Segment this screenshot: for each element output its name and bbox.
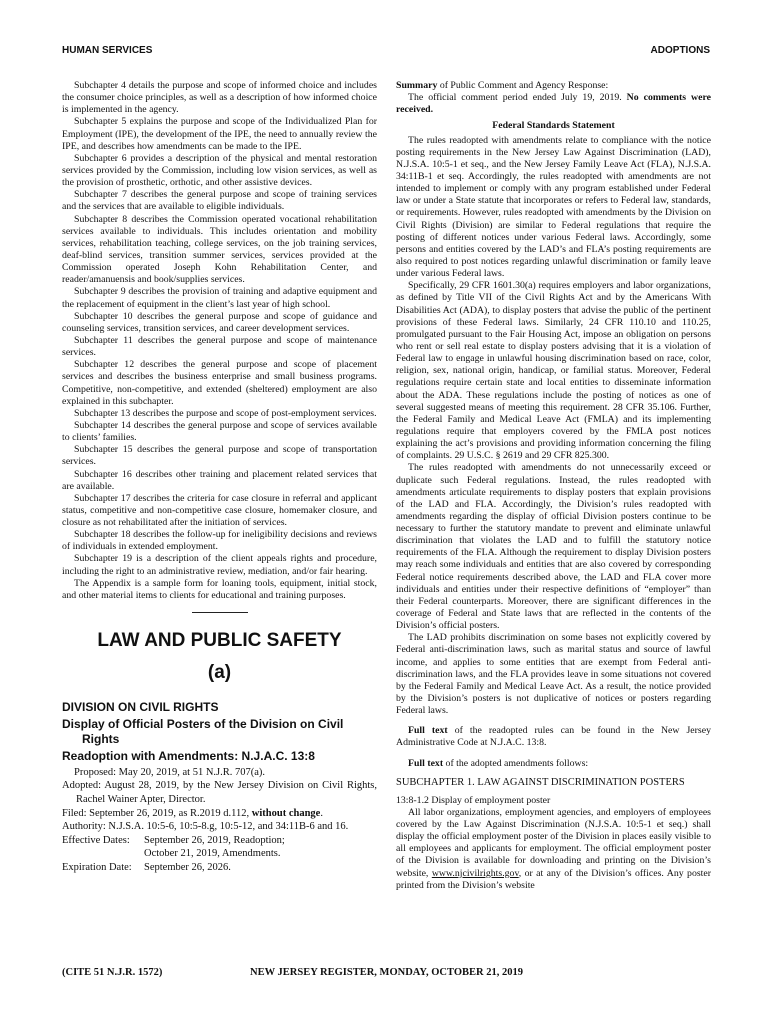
federal-standards-heading: Federal Standards Statement — [492, 120, 615, 132]
federal-paragraph: The LAD prohibits discrimination on some bases not explicitly covered by Federal anti-discrimination laws, such as marital status and source of lawful income, and applies to some entities that are exempt from Federal anti-discrimination laws, and the FLA provides leave in some situations not covered by the Federal Family and Medical Leave Act. As a result, the notice provided by the Division’s posters is not duplicative of notices or posters regarding Federal laws. — [396, 632, 711, 717]
authority-line: Authority: N.J.S.A. 10:5-6, 10:5-8.g, 10:5-12, and 34:11B-6 and 16. — [62, 821, 349, 833]
section-heading: 13:8-1.2 Display of employment poster — [396, 794, 551, 806]
paragraph: Subchapter 7 describes the general purpose and scope of training services and the services that are available to eligible individuals. — [62, 189, 377, 213]
rule-text-end: , or at any of the Division’s offices. Any poster printed from the Division’s website — [396, 867, 712, 891]
section-divider — [192, 612, 248, 613]
federal-paragraph: The rules readopted with amendments do not unnecessarily exceed or duplicate such Federal regulations. Instead, the rules readopted with amendments articulate requirements to display posters that explain provisions of the LAD and FLA. Accordingly, the Division’s rules readopted with amendments regarding the display of official Division posters continue to be necessary to further the statutory mandate to prevent and eliminate unlawful discrimination that violates the LAD and to fulfill the statutory notice requirements of the FLA. Although the requirement to display Division posters may reach some individuals and entities that are also covered by corresponding Federal notice requirements described above, the LAD and FLA cover more individuals and entities under their respective definitions of “employer” than their Federal counterparts. Moreover, there are significant differences in the coverage of Federal and State laws that are reflected in the contents of the Division’s official posters. — [396, 462, 711, 632]
section-item-label: (a) — [207, 661, 232, 683]
comment-period-text: The official comment period ended July 19, 2019. — [408, 92, 627, 104]
paragraph: Subchapter 12 describes the general purpose and scope of placement services and describes the business enterprise and small business programs. Competitive, non-competitive, and extended (sheltered) employment are also explained in this subchapter. — [62, 359, 377, 407]
paragraph: Subchapter 11 describes the general purpose and scope of maintenance services. — [62, 334, 377, 359]
footer-citation: (CITE 51 N.J.R. 1572) — [62, 967, 163, 978]
paragraph: Subchapter 4 details the purpose and scope of informed choice and includes the consumer choice principles, as well as a description of how informed choice is implemented in the agency. — [62, 80, 377, 116]
federal-paragraph: The rules readopted with amendments relate to compliance with the notice posting requirements in the New Jersey Law Against Discrimination (LAD), N.J.S.A. 10:5-1 et seq., and the New Jersey Family Leave Act (FLA), N.J.S.A. 34:11B-1 et seq. Accordingly, the rules readopted with amendments are not intended to implement or comply with any program established under Federal law or under a State statute that incorporates or refers to Federal law, standards, or requirements. However, rules readopted with amendments by the Division on Civil Rights (Division) are similar to Federal regulations that require the posting of different notices under various Federal laws. Accordingly, some persons and entities covered by the LAD’s and FLA’s posting requirements are also required to post notices regarding unlawful discrimination or family leave under various Federal laws. — [396, 134, 711, 280]
footer-register-date: NEW JERSEY REGISTER, MONDAY, OCTOBER 21, 2019 — [250, 967, 523, 978]
summary-bold: Summary — [396, 80, 438, 91]
running-head-left: HUMAN SERVICES — [62, 45, 153, 56]
comment-period — [396, 92, 711, 116]
paragraph: Subchapter 18 describes the follow-up for ineligibility decisions and reviews of individuals in extended employment. — [62, 529, 377, 553]
paragraph: Subchapter 10 describes the general purpose and scope of guidance and counseling services, transition services, and career development services. — [62, 310, 377, 334]
effective-amendments: October 21, 2019, Amendments. — [144, 848, 281, 860]
filed-text: Filed: September 26, 2019, as R.2019 d.112, — [62, 807, 252, 819]
full-text-readopted — [396, 725, 711, 749]
page-footer — [62, 967, 710, 981]
effective-label: Effective Dates: — [62, 834, 130, 846]
paragraph: Subchapter 6 provides a description of the physical and mental restoration services provided by the Commission, including low vision services, as well as the provision of prosthetic, orthotic, and other assistive devices. — [62, 152, 377, 189]
subchapter-descriptions — [62, 80, 377, 602]
filed-end: . — [320, 807, 323, 819]
paragraph: Subchapter 9 describes the provision of training and adaptive equipment and the replacement of equipment in the client’s last year of high school. — [62, 286, 377, 310]
rule-metadata — [62, 766, 377, 875]
right-column — [396, 80, 711, 892]
adopted-line: Adopted: August 28, 2019, by the New Jersey Division on Civil Rights, Rachel Wainer Apter, Director. — [62, 780, 377, 805]
rule-title: Display of Official Posters of the Division on Civil Rights — [62, 717, 344, 746]
summary-heading — [396, 80, 711, 92]
paragraph: Subchapter 15 describes the general purpose and scope of transportation services. — [62, 444, 377, 468]
paragraph: The Appendix is a sample form for loaning tools, equipment, initial stock, and other material items to clients for educational and training purposes. — [62, 577, 377, 601]
subchapter-heading: SUBCHAPTER 1. LAW AGAINST DISCRIMINATION POSTERS — [396, 776, 685, 788]
rule-text — [396, 807, 711, 892]
full-text-rest: of the readopted rules can be found in the New Jersey Administrative Code at N.J.A.C. 13:8. — [396, 725, 711, 749]
no-comments: No comments were received. — [396, 92, 711, 116]
paragraph: Subchapter 8 describes the Commission operated vocational rehabilitation services available to individuals. This includes orientation and mobility services, rehabilitation teaching, college services, on the job training services, deaf-blind services, transition summer services, services provided at the Commission operated Joseph Kohn Rehabilitation Center, and reader/amanuensis and book/supplies services. — [62, 213, 377, 286]
paragraph: Subchapter 5 explains the purpose and scope of the Individualized Plan for Employment (IPE), the development of the IPE, the need to annually review the IPE, and describes how amendments can be made to the IPE. — [62, 116, 377, 152]
paragraph: Subchapter 14 describes the general purpose and scope of services available to clients’ families. — [62, 419, 377, 444]
agency-name: DIVISION ON CIVIL RIGHTS — [62, 700, 219, 715]
running-head — [62, 45, 710, 61]
paragraph: Subchapter 17 describes the criteria for case closure in referral and applicant status, competitive and non-competitive case closure, homemaker closure, and closure as not rehabilitated after the initiation of services. — [62, 492, 377, 529]
filed-line — [62, 807, 377, 821]
summary-rest: of Public Comment and Agency Response: — [437, 80, 609, 91]
expiration-label: Expiration Date: — [62, 862, 132, 874]
full-text-bold: Full text — [408, 757, 444, 769]
proposed-line: Proposed: May 20, 2019, at 51 N.J.R. 707(a). — [74, 766, 266, 778]
full-text-bold: Full text — [408, 725, 448, 737]
effective-dates — [62, 834, 377, 875]
expiration-value: September 26, 2026. — [144, 862, 231, 874]
paragraph: Subchapter 19 is a description of the client appeals rights and procedure, including the right to an administrative review, mediation, and/or fair hearing. — [62, 553, 377, 577]
rule-citation: Readoption with Amendments: N.J.A.C. 13:8 — [62, 748, 315, 763]
running-head-right: ADOPTIONS — [650, 45, 710, 56]
paragraph: Subchapter 13 describes the purpose and scope of post-employment services. — [74, 407, 377, 419]
filed-emphasis: without change — [251, 807, 321, 819]
section-title: LAW AND PUBLIC SAFETY — [97, 630, 342, 652]
federal-paragraph: Specifically, 29 CFR 1601.30(a) requires employers and labor organizations, as defined by Title VII of the Civil Rights Act and by the Americans With Disabilities Act (ADA), to display posters that advise the public of the pertinent provisions of these Federal laws. Similarly, 24 CFR 110.10 and 110.25, promulgated pursuant to the Fair Housing Act, impose an obligation on persons who rent or sell real estate to display posters advising that it is a violation of Federal law to engage in unlawful housing discrimination based on race, color, religion, sex, national origin, handicap, or familial status. Moreover, Federal regulations require certain state and local entities to disseminate information about the ADA. These regulations include the posting of notices as one of several suggested means of meeting this requirement. 28 CFR 35.106. Further, the Federal Family and Medical Leave Act (FMLA) and its implementing regulations require that employers covered by the FMLA post notices explaining the act’s provisions and providing information concerning the filing of complaints. 29 U.S.C. § 2619 and 29 CFR 825.300. — [396, 280, 711, 462]
effective-readoption: September 26, 2019, Readoption; — [144, 834, 285, 846]
full-text-amendments — [396, 758, 711, 770]
rule-text-start: All labor organizations, employment agencies, and employers of employees covered by the Law Against Discrimination (N.J.S.A. 10:5-1 et seq.) shall display the official employment poster of the Division in places easily visible to all employees and applicants for employment. The official employment poster of the Division is available for downloading and printing on the Division’s website, — [396, 806, 711, 879]
paragraph: Subchapter 16 describes other training and placement related services that are available. — [62, 468, 377, 492]
full-text-rest: of the adopted amendments follows: — [443, 757, 589, 769]
website-link[interactable]: www.njcivilrights.gov — [431, 867, 519, 879]
left-column — [62, 80, 377, 875]
